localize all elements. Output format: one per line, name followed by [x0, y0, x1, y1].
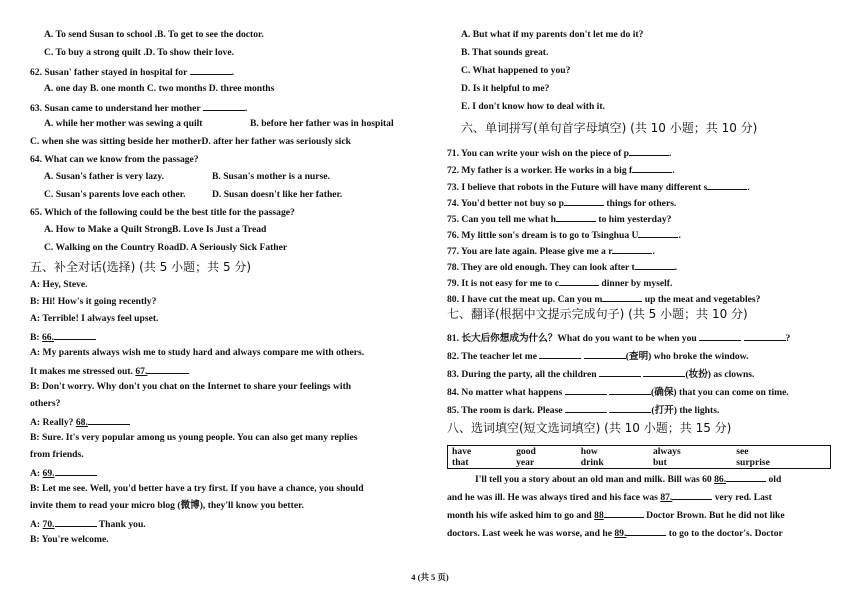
q63-option-b: B. before her father was in hospital — [250, 118, 394, 129]
dialog-line: B: Sure. It's very popular among us young people. You can also get many replies — [30, 432, 358, 443]
question-76: 76. My little son's dream is to go to Tsinghua U . — [447, 230, 681, 241]
dialog-line: others? — [30, 398, 61, 409]
q64-option-c: C. Susan's parents love each other. — [44, 189, 186, 200]
dialog-line: B: Let me see. Well, you'd better have a try first. If you have a chance, you should — [30, 483, 364, 494]
question-62: 62. Susan' father stayed in hospital for . — [30, 67, 234, 78]
dialog-blank-70: A: 70. Thank you. — [30, 519, 146, 530]
dialog-line: B: Hi! How's it going recently? — [30, 296, 157, 307]
dialog-line: A: Terrible! I always feel upset. — [30, 313, 159, 324]
dialog-line: B: Don't worry. Why don't you chat on the Internet to share your feelings with — [30, 381, 352, 392]
q65-options-cd: C. Walking on the Country RoadD. A Seriously Sick Father — [44, 242, 288, 253]
page-number: 4 (共 5 页) — [411, 572, 449, 582]
passage-line: I'll tell you a story about an old man and milk. Bill was 60 86. old — [475, 474, 782, 485]
passage-line: and he was ill. He was always tired and his face was 87. very red. Last — [447, 492, 772, 503]
word-bank-word: how — [580, 446, 598, 457]
word-bank-row — [448, 446, 831, 458]
question-65: 65. Which of the following could be the best title for the passage? — [30, 207, 295, 218]
question-83: 83. During the party, all the children (妆扮) as clowns. — [447, 369, 755, 380]
dialog-line: A: My parents always wish me to study hard and always compare me with others. — [30, 347, 365, 358]
question-72: 72. My father is a worker. He works in a big f . — [447, 165, 675, 176]
word-bank-row — [448, 457, 831, 469]
question-64: 64. What can we know from the passage? — [30, 154, 199, 165]
q61-options-ab: A. To send Susan to school .B. To get to see the doctor. — [44, 29, 264, 40]
question-73: 73. I believe that robots in the Future will have many different s . — [447, 182, 750, 193]
dialog-line: A: Hey, Steve. — [30, 279, 88, 290]
q63-option-a: A. while her mother was sewing a quilt — [44, 118, 203, 129]
word-bank-word: see — [736, 446, 749, 457]
word-bank-word: year — [516, 457, 535, 468]
question-77: 77. You are late again. Please give me a r . — [447, 246, 655, 257]
word-bank-word: good — [516, 446, 536, 457]
section-5-heading: 五、补全对话(选择) (共 5 小题；共 5 分) — [30, 260, 252, 274]
dialog-option-b: B. That sounds great. — [461, 47, 549, 58]
word-bank-word: drink — [580, 457, 604, 468]
dialog-blank-66: B: 66. — [30, 330, 96, 344]
word-bank-word: but — [652, 457, 667, 468]
question-85: 85. The room is dark. Please (打开) the lights. — [447, 405, 720, 416]
word-bank-word: surprise — [736, 457, 770, 468]
question-82: 82. The teacher let me (查明) who broke the window. — [447, 351, 749, 362]
section-8-heading: 八、选词填空(短文选词填空) (共 10 小题；共 15 分) — [447, 421, 732, 435]
passage-line: doctors. Last week he was worse, and he 89. to go to the doctor's. Doctor — [447, 528, 783, 539]
dialog-blank-69: A: 69. — [30, 466, 97, 480]
dialog-line: B: You're welcome. — [30, 534, 109, 545]
dialog-line: from friends. — [30, 449, 84, 460]
question-71: 71. You can write your wish on the piece of p . — [447, 148, 672, 159]
dialog-blank-68: A: Really? 68. — [30, 415, 130, 429]
question-81: 81. 长大后你想成为什么？What do you want to be when you ? — [447, 333, 791, 344]
word-bank-word: that — [452, 457, 469, 468]
word-bank-word: always — [652, 446, 681, 457]
question-84: 84. No matter what happens (确保) that you can come on time. — [447, 387, 789, 398]
dialog-blank-67: It makes me stressed out. 67. — [30, 364, 189, 378]
section-7-heading: 七、翻译(根据中文提示完成句子) (共 5 小题；共 10 分) — [447, 307, 748, 321]
dialog-option-a: A. But what if my parents don't let me do it? — [461, 29, 644, 40]
q64-option-a: A. Susan's father is very lazy. — [44, 171, 165, 182]
q63-options-cd: C. when she was sitting beside her motherD. after her father was seriously sick — [30, 136, 351, 147]
dialog-option-c: C. What happened to you? — [461, 65, 571, 76]
q62-options: A. one day B. one month C. two months D. three months — [44, 83, 275, 94]
q61-options-cd: C. To buy a strong quilt .D. To show their love. — [44, 47, 234, 58]
section-6-heading: 六、单词拼写(单句首字母填空) (共 10 小题；共 10 分) — [461, 121, 758, 135]
word-bank-word: have — [452, 446, 472, 457]
dialog-option-d: D. Is it helpful to me? — [461, 83, 550, 94]
q65-options-ab: A. How to Make a Quilt StrongB. Love Is Just a Tread — [44, 224, 267, 235]
question-78: 78. They are old enough. They can look after t . — [447, 262, 678, 273]
question-74: 74. You'd better not buy so p things for others. — [447, 198, 677, 209]
question-75: 75. Can you tell me what h to him yesterday? — [447, 214, 672, 225]
q64-option-d: D. Susan doesn't like her father. — [212, 189, 343, 200]
question-80: 80. I have cut the meat up. Can you m up the meat and vegetables? — [447, 294, 761, 305]
dialog-option-e: E. I don't know how to deal with it. — [461, 101, 605, 112]
question-79: 79. It is not easy for me to c dinner by myself. — [447, 278, 673, 289]
word-bank-table — [447, 445, 831, 469]
dialog-line: invite them to read your micro blog (微博), they'll know you better. — [30, 500, 304, 511]
q64-option-b: B. Susan's mother is a nurse. — [212, 171, 330, 182]
passage-line: month his wife asked him to go and 88 Doctor Brown. But he did not like — [447, 510, 785, 521]
question-63: 63. Susan came to understand her mother . — [30, 103, 248, 114]
